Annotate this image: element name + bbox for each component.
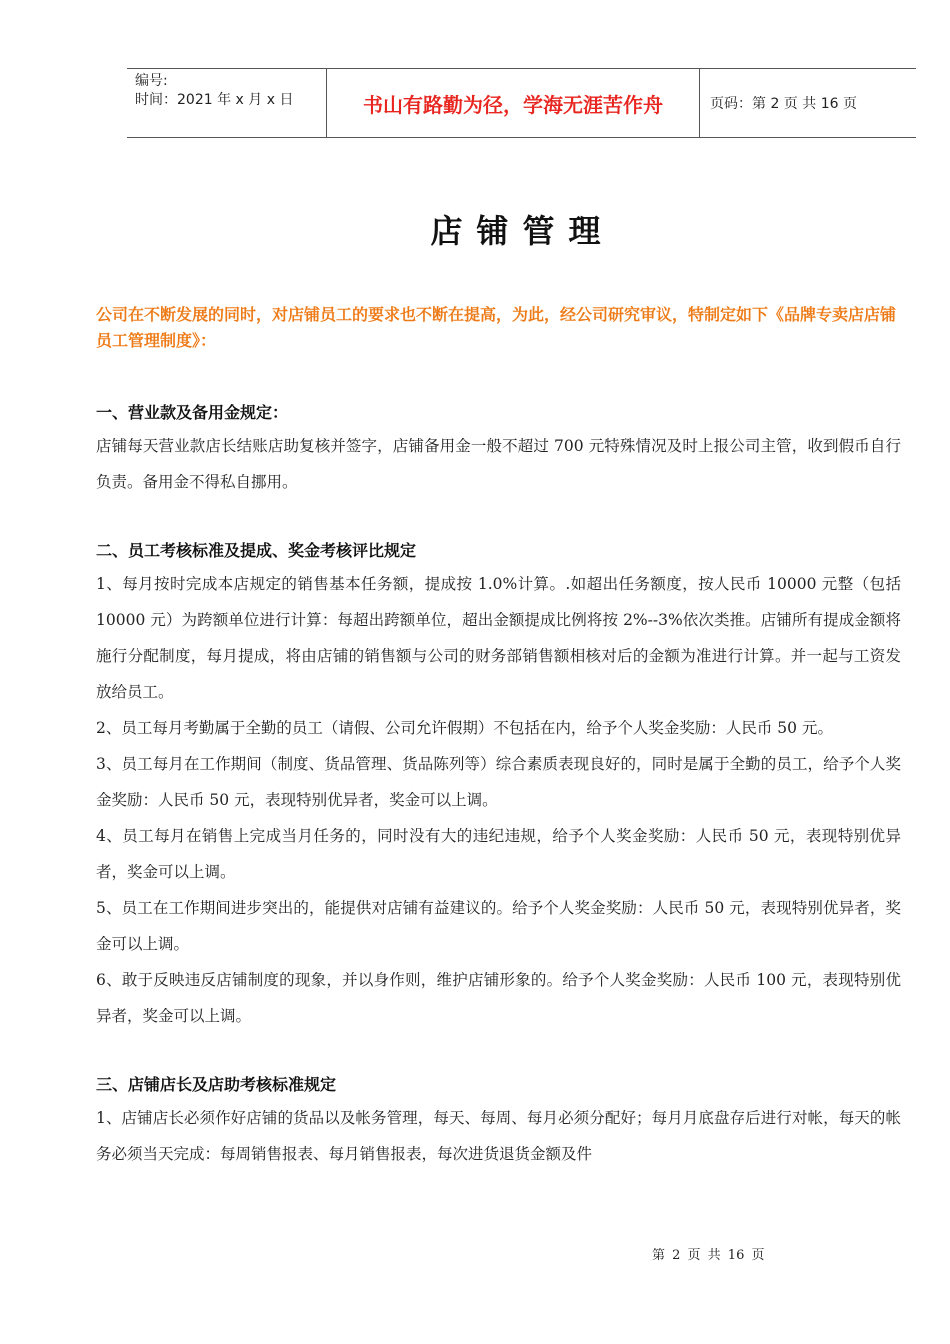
section-heading: 三、店铺店长及店助考核标准规定: [96, 1075, 337, 1094]
section-spacer: [96, 500, 901, 536]
body-paragraph: 店铺每天营业款店长结账店助复核并签字，店铺备用金一般不超过 700 元特殊情况及时上报公司主管，收到假币自行负责。备用金不得私自挪用。: [96, 437, 901, 491]
document-date: 时间：2021 年 x 月 x 日: [135, 92, 294, 108]
section-2: [96, 536, 901, 1034]
section-3: [96, 1070, 901, 1172]
body-paragraph: 5、员工在工作期间进步突出的，能提供对店铺有益建议的。给予个人奖金奖励：人民币 50 元，表现特别优异者，奖金可以上调。: [96, 899, 901, 953]
document-title: 店铺管理: [430, 212, 615, 250]
section-1: [96, 398, 901, 500]
page-header: [127, 68, 916, 138]
body-paragraph: 3、员工每月在工作期间（制度、货品管理、货品陈列等）综合素质表现良好的，同时是属于全勤的员工，给予个人奖金奖励：人民币 50 元，表现特别优异者，奖金可以上调。: [96, 755, 901, 809]
document-body: [96, 398, 901, 1172]
page-footer: 第 2 页 共 16 页: [652, 1248, 765, 1263]
body-paragraph: 4、员工每月在销售上完成当月任务的，同时没有大的违纪违规，给予个人奖金奖励：人民币 50 元，表现特别优异者，奖金可以上调。: [96, 827, 901, 881]
header-page-info: 页码：第 2 页 共 16 页: [710, 96, 857, 112]
section-heading: 一、营业款及备用金规定：: [96, 403, 289, 422]
intro-paragraph: 公司在不断发展的同时，对店铺员工的要求也不断在提高，为此，经公司研究审议，特制定如下《品牌专卖店店铺员工管理制度》：: [96, 305, 897, 350]
body-paragraph: 2、员工每月考勤属于全勤的员工（请假、公司允许假期）不包括在内，给予个人奖金奖励：人民币 50 元。: [96, 719, 833, 737]
section-spacer: [96, 1034, 901, 1070]
body-paragraph: 1、店铺店长必须作好店铺的货品以及帐务管理，每天、每周、每月必须分配好；每月月底盘存后进行对帐，每天的帐务必须当天完成：每周销售报表、每月销售报表，每次进货退货金额及件: [96, 1109, 901, 1163]
header-meta: [127, 69, 327, 137]
body-paragraph: 1、每月按时完成本店规定的销售基本任务额，提成按 1.0%计算。.如超出任务额度，按人民币 10000 元整（包括 10000 元）为跨额单位进行计算：每超出跨额单位，超出金额提成比例将按 2%--3%依次类推。店铺所有提成金额将施行分配制度，每月提成，将由店铺的销售额与公司的财务部销售额相核对后的金额为准进行计算。并一起与工资发放给员工。: [96, 575, 901, 701]
section-heading: 二、员工考核标准及提成、奖金考核评比规定: [96, 541, 417, 560]
body-paragraph: 6、敢于反映违反店铺制度的现象，并以身作则，维护店铺形象的。给予个人奖金奖励：人民币 100 元，表现特别优异者，奖金可以上调。: [96, 971, 901, 1025]
document-number-label: 编号:: [135, 73, 168, 89]
header-motto: 书山有路勤为径，学海无涯苦作舟: [327, 69, 700, 137]
